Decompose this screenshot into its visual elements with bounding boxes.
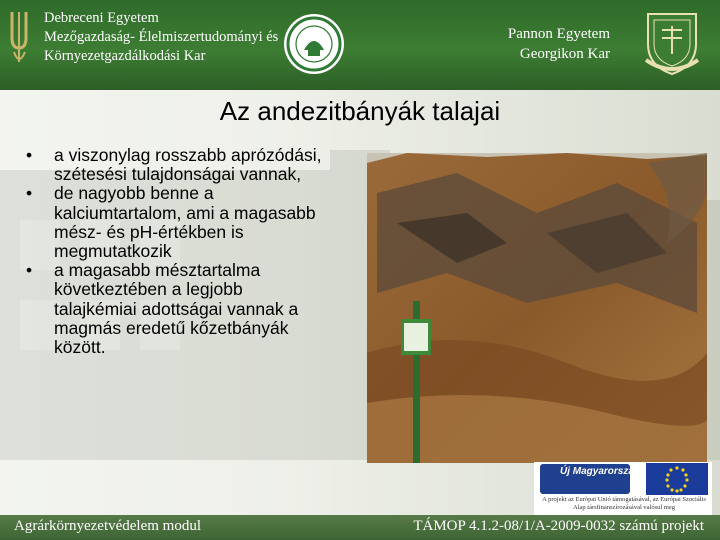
ud-logo-icon — [8, 8, 30, 66]
bullet-item — [26, 146, 326, 184]
bullet-dot: • — [26, 183, 33, 204]
bullet-dot: • — [26, 260, 33, 281]
bullet-list — [26, 146, 326, 357]
footer-project-id: TÁMOP 4.1.2-08/1/A-2009-0032 számú projekt — [413, 518, 704, 534]
university-seal-icon — [284, 14, 344, 74]
bullet-item — [26, 184, 326, 261]
footer-module-name: Agrárkörnyezetvédelem modul — [14, 518, 202, 534]
slide-title: Az andezitbányák talajai — [219, 96, 501, 126]
bullet-text: de nagyobb benne a kalciumtartalom, ami a magasabb mész- és pH-értékben is megmutatkozik — [54, 183, 316, 262]
eu-funding-note: A projekt az Európai Unió támogatásával, az Európai Szociális Alap társfinanszírozásával valósul meg — [542, 496, 706, 511]
right-line-1: Pannon Egyetem — [507, 26, 610, 42]
left-line-3: Környezetgazdálkodási Kar — [44, 48, 206, 64]
faculty-name-left — [44, 9, 278, 66]
georgikon-shield-icon — [640, 8, 704, 78]
bullet-text: a magasabb mésztartalma következtében a legjobb talajkémiai adottságai vannak a magmás eredetű kőzetbányák között. — [54, 260, 299, 358]
left-line-1: Debreceni Egyetem — [44, 10, 159, 26]
bullet-item — [26, 261, 326, 357]
bullet-text: a viszonylag rosszabb aprózódási, szétesési tulajdonságai vannak, — [54, 145, 322, 185]
right-line-2: Georgikon Kar — [519, 46, 610, 62]
faculty-name-right — [500, 24, 610, 64]
eu-flag-icon — [646, 463, 708, 495]
andesite-quarry-soil-photo — [367, 153, 707, 463]
left-line-2: Mezőgazdaság- Élelmiszertudományi és — [44, 29, 279, 45]
bullet-dot: • — [26, 145, 33, 165]
uj-magyarorszag-label: Új Magyarország — [560, 466, 641, 477]
